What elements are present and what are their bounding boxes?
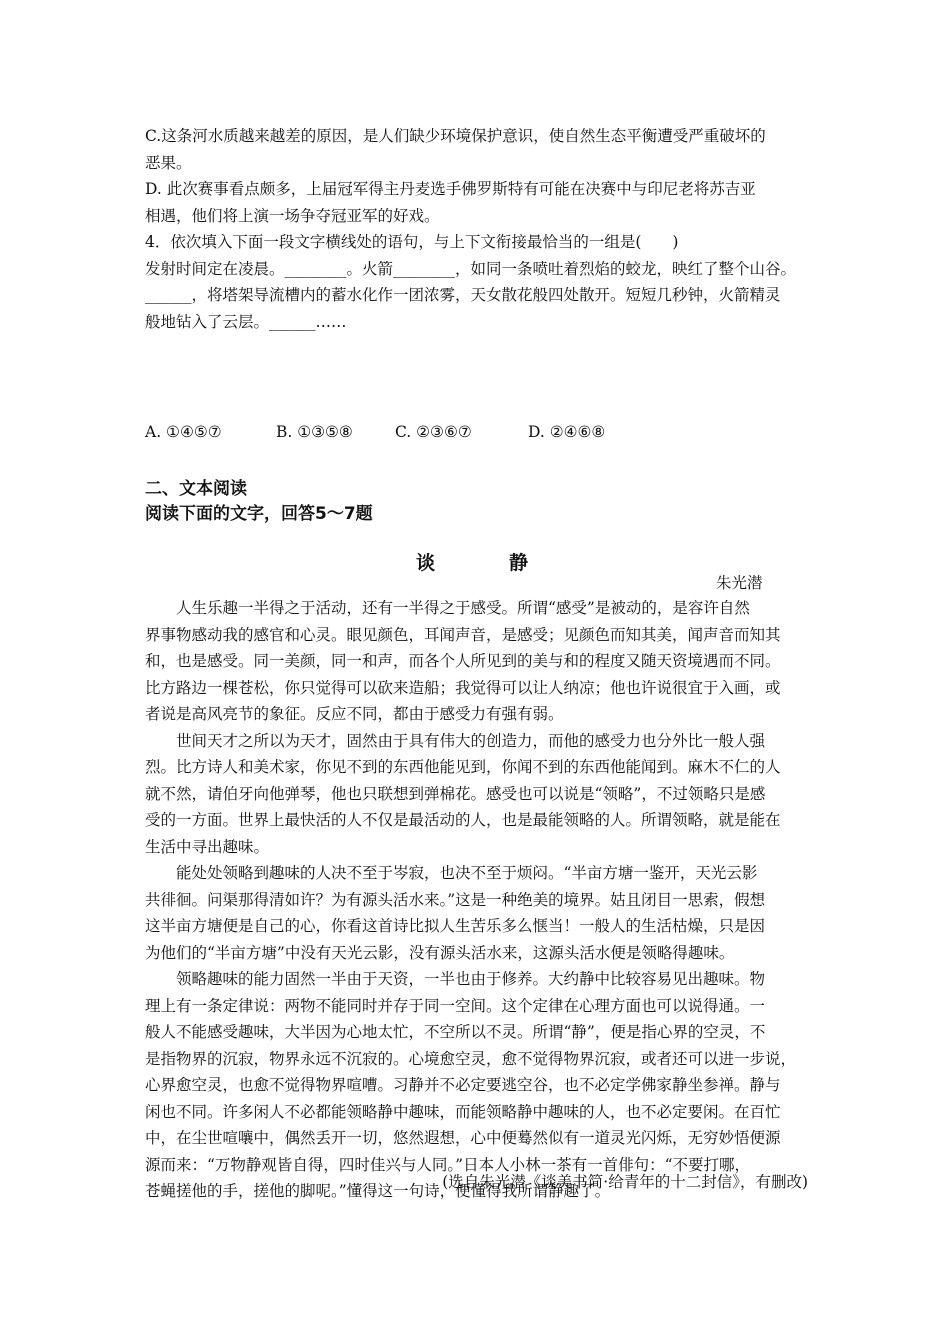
title-char: 静 — [509, 552, 529, 574]
option-a: A. ①④⑤⑦ — [145, 423, 222, 441]
text-line: 比方路边一棵苍松，你只觉得可以砍来造船；我觉得可以让人纳凉；他也许说很宜于入画，或 — [145, 678, 781, 697]
text-line: 理上有一条定律说：两物不能同时并存于同一空间。这个定律在心理方面也可以说得通。一 — [145, 996, 766, 1015]
text-line: 就不然，请伯牙向他弹琴，他也只联想到弹棉花。感受也可以说是“领略”，不过领略只是感 — [145, 784, 766, 803]
text-line: 能处处领略到趣味的人决不至于岑寂，也决不至于烦闷。“半亩方塘一鉴开，天光云影 — [176, 864, 758, 882]
text-line: 发射时间定在凌晨。________。火箭________，如同一条喷吐着烈焰的蛟龙，映红了整个山谷。 — [145, 259, 797, 278]
article-body — [145, 595, 810, 1205]
text-line: 为他们的“半亩方塘”中没有天光云影，没有源头活水来，这源头活水便是领略得趣味。 — [145, 943, 735, 962]
paragraph — [145, 966, 810, 1205]
text-line: 世间天才之所以为天才，固然由于具有伟大的创造力，而他的感受力也分外比一般人强 — [176, 731, 766, 750]
text-line: 领略趣味的能力固然一半由于天资，一半也由于修养。大约静中比较容易见出趣味。物 — [176, 970, 766, 988]
option-c: C. ②③⑥⑦ — [395, 423, 472, 441]
text-line: 人生乐趣一半得之于活动，还有一半得之于感受。所谓“感受”是被动的，是容许自然 — [176, 599, 750, 617]
paragraph — [145, 860, 810, 966]
title-char: 谈 — [416, 552, 436, 574]
paragraph — [145, 728, 810, 861]
option-d: D. ②④⑥⑧ — [528, 423, 606, 441]
text-line: 者说是高风亮节的象征。反应不同，都由于感受力有强有弱。 — [145, 705, 564, 723]
option-b: B. ①③⑤⑧ — [276, 423, 353, 441]
article-source: (选自朱光潜《谈美书简·给青年的十二封信》，有删改) — [442, 1173, 808, 1191]
question-4-stem: 4．依次填入下面一段文字横线处的语句，与上下文衔接最恰当的一组是( ) — [145, 233, 679, 251]
text-line: 苍蝇搓他的手，搓他的脚呢。”懂得这一句诗，便懂得我所谓静趣了。 — [145, 1182, 611, 1200]
paragraph — [145, 595, 810, 728]
text-line: 闲也不同。许多闲人不必都能领略静中趣味，而能领略静中趣味的人，也不必定要闲。在百忙 — [145, 1102, 781, 1121]
text-line: ______，将塔架导流槽内的蓄水化作一团浓雾，天女散花般四处散开。短短几秒钟，火箭精灵 — [145, 286, 781, 304]
text-line: 源而来：“万物静观皆自得，四时佳兴与人同。”日本人小林一茶有一首俳句：“不要打哪， — [145, 1155, 751, 1174]
text-line: 共徘徊。问渠那得清如许？为有源头活水来。”这是一种绝美的境界。姑且闭目一思索，假想 — [145, 890, 766, 909]
text-line: 般地钻入了云层。______…… — [145, 312, 347, 331]
article-title — [416, 548, 528, 575]
text-line: D. 此次赛事看点颇多，上届冠军得主丹麦选手佛罗斯特有可能在决赛中与印尼老将苏吉亚 — [145, 180, 756, 198]
text-line: 恶果。 — [145, 153, 192, 172]
text-line: C.这条河水质越来越差的原因，是人们缺少环境保护意识，使自然生态平衡遭受严重破坏的 — [145, 127, 766, 145]
text-line: 受的一方面。世界上最快活的人不仅是最活动的人，也是最能领略的人。所谓领略，就是能在 — [145, 811, 781, 829]
text-line: 和，也是感受。同一美颜，同一和声，而各个人所见到的美与和的程度又随天资境遇而不同。 — [145, 652, 781, 670]
text-line: 烈。比方诗人和美术家，你见不到的东西他能见到，你闻不到的东西他能闻到。麻木不仁的人 — [145, 758, 781, 776]
section-title: 二、文本阅读 — [145, 479, 247, 499]
article-author: 朱光潜 — [716, 574, 763, 592]
text-line: 生活中寻出趣味。 — [145, 837, 270, 856]
question-block-top — [145, 123, 810, 335]
section-instruction: 阅读下面的文字，回答5～7题 — [145, 504, 373, 524]
text-line: 相遇，他们将上演一场争夺冠亚军的好戏。 — [145, 206, 440, 225]
text-line: 这半亩方塘便是自己的心，你看这首诗比拟人生苦乐多么惬当！一般人的生活枯燥，只是因 — [145, 917, 766, 935]
text-line: 是指物界的沉寂，物界永远不沉寂的。心境愈空灵，愈不觉得物界沉寂，或者还可以进一步说， — [145, 1049, 797, 1068]
text-line: 心界愈空灵，也愈不觉得物界喧嘈。习静并不必定要逃空谷，也不必定学佛家静坐参禅。静与 — [145, 1076, 781, 1094]
text-line: 中，在尘世喧嚷中，偶然丢开一切，悠然遐想，心中便蓦然似有一道灵光闪烁，无穷妙悟便源 — [145, 1129, 781, 1147]
answer-options — [145, 423, 605, 441]
text-line: 般人不能感受趣味，大半因为心地太忙，不空所以不灵。所谓“静”，便是指心界的空灵，不 — [145, 1023, 766, 1041]
text-line: 界事物感动我的感官和心灵。眼见颜色，耳闻声音，是感受；见颜色而知其美，闻声音而知其 — [145, 625, 781, 644]
